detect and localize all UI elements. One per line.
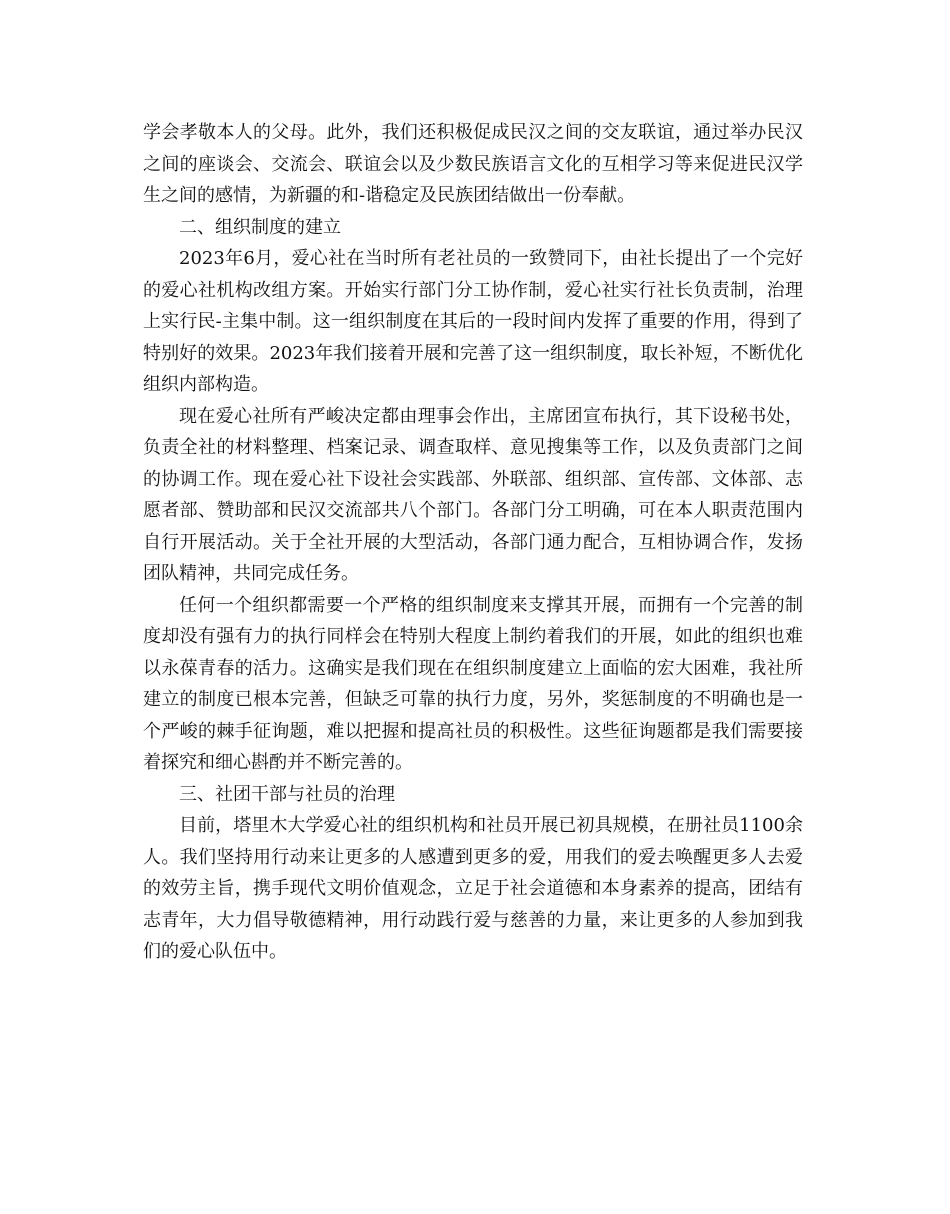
paragraph: 现在爱心社所有严峻决定都由理事会作出，主席团宣布执行，其下设秘书处，负责全社的材料整理、档案记录、调查取样、意见搜集等工作，以及负责部门之间的协调工作。现在爱心社下设社会实践部、外联部、组织部、宣传部、文体部、志愿者部、赞助部和民汉交流部共八个部门。各部门分工明确，可在本人职责范围内自行开展活动。关于全社开展的大型活动，各部门通力配合，互相协调合作，发扬团队精神，共同完成任务。 (143, 405, 803, 584)
paragraph-continuation: 学会孝敬本人的父母。此外，我们还积极促成民汉之间的交友联谊，通过举办民汉之间的座谈会、交流会、联谊会以及少数民族语言文化的互相学习等来促进民汉学生之间的感情，为新疆的和-谐稳定及民族团结做出一份奉献。 (143, 122, 803, 206)
section-heading-cadre-management: 三、社团干部与社员的治理 (179, 783, 395, 805)
document-page (143, 117, 803, 968)
paragraph: 目前，塔里木大学爱心社的组织机构和社员开展已初具规模，在册社员1100余人。我们坚持用行动来让更多的人感遭到更多的爱，用我们的爱去唤醒更多人去爱的效劳主旨，携手现代文明价值观念，立足于社会道德和本身素养的提高，团结有志青年，大力倡导敬德精神，用行动践行爱与慈善的力量，来让更多的人参加到我们的爱心队伍中。 (143, 815, 803, 962)
paragraph: 2023年6月，爱心社在当时所有老社员的一致赞同下，由社长提出了一个完好的爱心社机构改组方案。开始实行部门分工协作制，爱心社实行社长负责制，治理上实行民-主集中制。这一组织制度在其后的一段时间内发挥了重要的作用，得到了特别好的效果。2023年我们接着开展和完善了这一组织制度，取长补短，不断优化组织内部构造。 (143, 248, 803, 395)
section-heading-organization-system: 二、组织制度的建立 (179, 216, 341, 238)
paragraph: 任何一个组织都需要一个严格的组织制度来支撑其开展，而拥有一个完善的制度却没有强有力的执行同样会在特别大程度上制约着我们的开展，如此的组织也难以永葆青春的活力。这确实是我们现在在组织制度建立上面临的宏大困难，我社所建立的制度已根本完善，但缺乏可靠的执行力度，另外，奖惩制度的不明确也是一个严峻的棘手征询题，难以把握和提高社员的积极性。这些征询题都是我们需要接着探究和细心斟酌并不断完善的。 (143, 594, 803, 773)
